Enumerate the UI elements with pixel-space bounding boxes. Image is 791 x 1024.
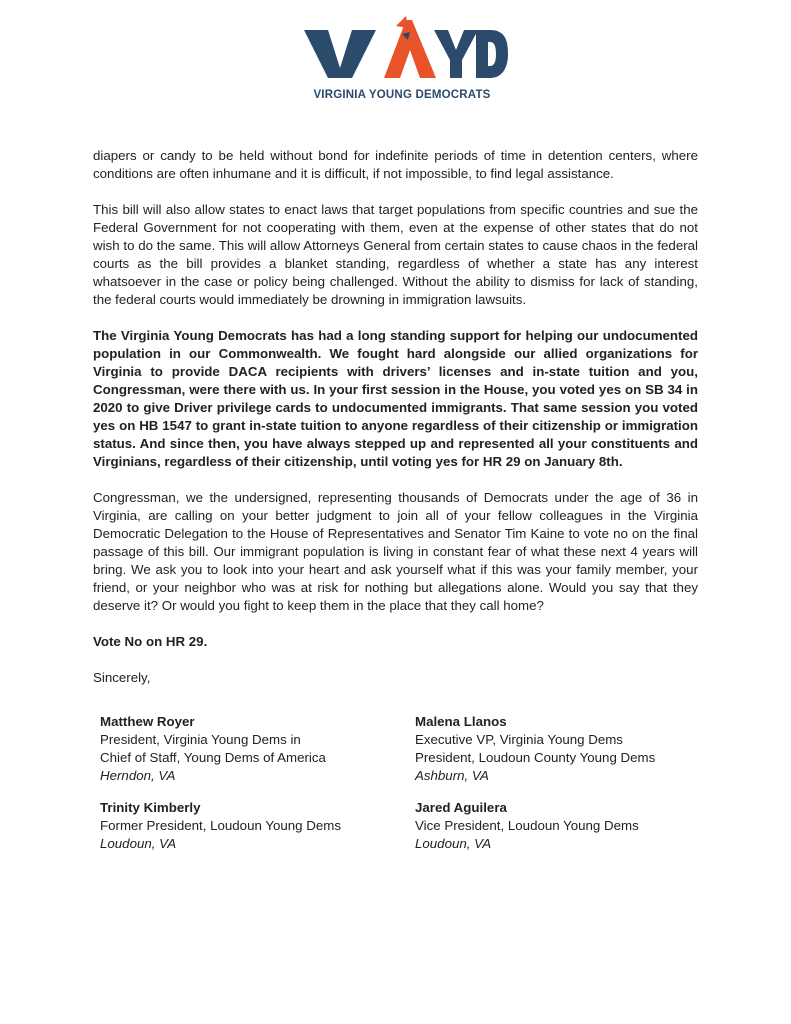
organization-name: VIRGINIA YOUNG DEMOCRATS bbox=[313, 89, 491, 101]
signatory-location: Loudoun, VA bbox=[100, 836, 177, 851]
cardinal-crest-icon bbox=[396, 16, 408, 28]
signatory-location: Ashburn, VA bbox=[415, 768, 489, 783]
logo-letter-y bbox=[434, 30, 478, 78]
paragraph-state-lawsuits: This bill will also allow states to enact laws that target populations from specific countries and sue the Federal Government for not cooperating with them, even at the expense of other states that do not wish to do the same. This will allow Attorneys General from certain states to cause chaos in the federal courts as the bill provides a blanket standing, regardless of whether a state has any interest whatsoever in the case or policy being challenged. Without the ability to dismiss for lack of standing, the federal courts would immediately be drowning in immigration lawsuits. bbox=[93, 202, 698, 307]
logo-letter-d bbox=[476, 30, 508, 78]
paragraph-vayd-support: The Virginia Young Democrats has had a long standing support for helping our undocumented population in our Commonwealth. We fought hard alongside our allied organizations for Virginia to provide DACA recipients with drivers’ licenses and in-state tuition and you, Congressman, were there with us. In your first session in the House, you voted yes on SB 34 in 2020 to give Driver privilege cards to undocumented immigrants. That same session you voted yes on HB 1547 to grant in-state tuition to anyone regardless of their citizenship or immigration status. And since then, you have always stepped up and represented all your constituents and Virginians, regardless of their citizenship, until voting yes for HR 29 on January 8th. bbox=[93, 328, 698, 469]
signatory-location: Herndon, VA bbox=[100, 768, 176, 783]
logo-letter-v bbox=[304, 30, 376, 78]
closing: Sincerely, bbox=[93, 670, 151, 685]
letter-body bbox=[93, 147, 698, 705]
signatory-title: President, Loudoun County Young Dems bbox=[415, 750, 656, 765]
signatory bbox=[415, 713, 715, 785]
call-to-action: Vote No on HR 29. bbox=[93, 634, 208, 649]
signatory-name: Matthew Royer bbox=[100, 714, 195, 729]
paragraph-detention: diapers or candy to be held without bond for indefinite periods of time in detention centers, where conditions are often inhumane and it is difficult, if not impossible, to find legal assistance. bbox=[93, 148, 698, 181]
signatory bbox=[100, 713, 400, 785]
signatory bbox=[100, 799, 400, 853]
signatory-name: Malena Llanos bbox=[415, 714, 507, 729]
signatory-title: Vice President, Loudoun Young Dems bbox=[415, 818, 639, 833]
cardinal-icon bbox=[384, 20, 436, 78]
vayd-logo-mark bbox=[296, 12, 508, 88]
signatory-title: Chief of Staff, Young Dems of America bbox=[100, 750, 326, 765]
vayd-logo bbox=[296, 12, 516, 108]
paragraph-appeal: Congressman, we the undersigned, representing thousands of Democrats under the age of 36 in Virginia, are calling on your better judgment to join all of your fellow colleagues in the Virginia Democratic Delegation to the House of Representatives and Senator Tim Kaine to vote no on the final passage of this bill. Our immigrant population is living in constant fear of what these next 4 years will bring. We ask you to look into your heart and ask yourself what if this was your family member, your friend, or your neighbor who was at risk for nothing but allegations alone. Would you say that they deserve it? Or would you fight to keep them in the place that they call home? bbox=[93, 490, 698, 613]
signatory-title: Former President, Loudoun Young Dems bbox=[100, 818, 341, 833]
signatory-name: Trinity Kimberly bbox=[100, 800, 201, 815]
signatory-name: Jared Aguilera bbox=[415, 800, 507, 815]
signatory bbox=[415, 799, 715, 853]
signatory-title: Executive VP, Virginia Young Dems bbox=[415, 732, 623, 747]
signatory-location: Loudoun, VA bbox=[415, 836, 492, 851]
signatory-title: President, Virginia Young Dems in bbox=[100, 732, 301, 747]
